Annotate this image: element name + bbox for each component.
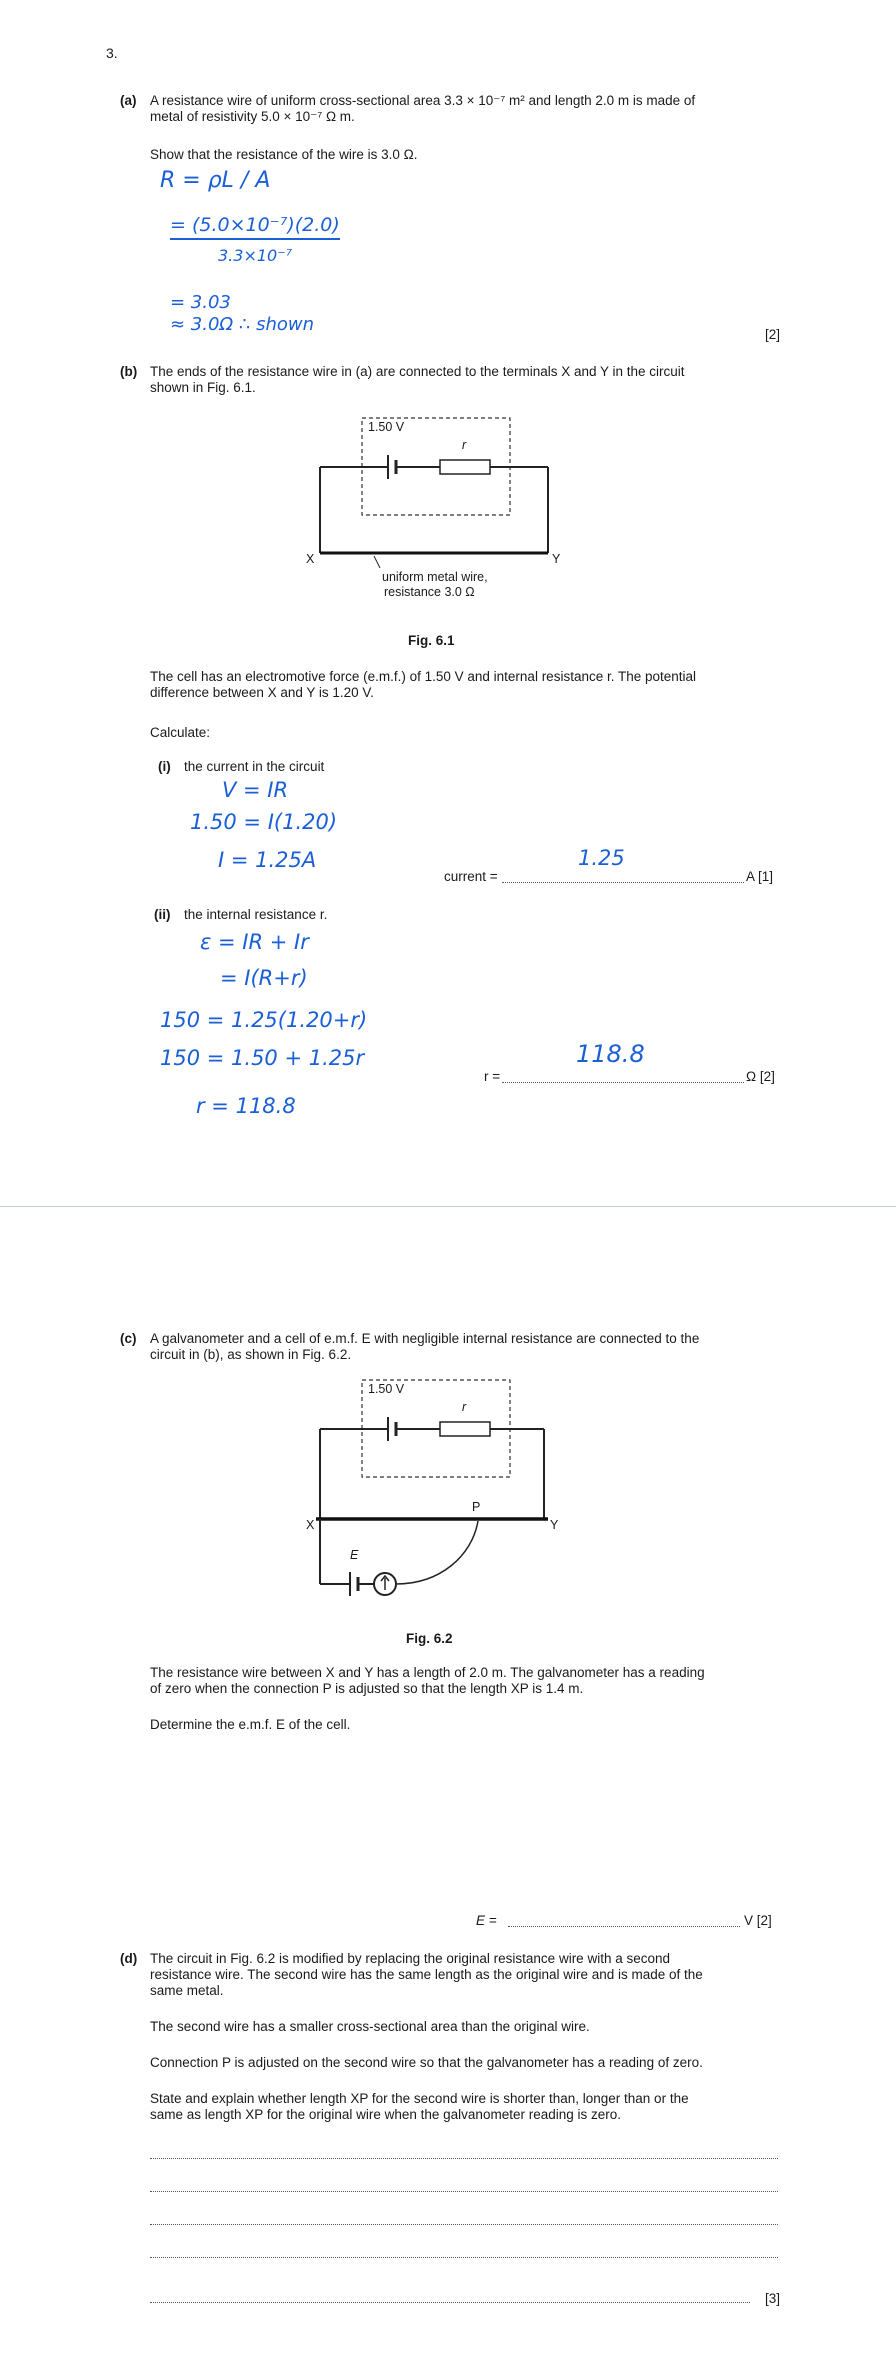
part-b-text-1: The ends of the resistance wire in (a) are connected to the terminals X and Y in the circuit [150,364,685,379]
part-b-i-unit-marks: A [1] [746,869,774,884]
part-d-para-4-2: same as length XP for the original wire when the galvanometer reading is zero. [150,2107,622,2122]
part-d-para-2: The second wire has a smaller cross-sectional area than the original wire. [150,2019,590,2034]
part-b-ii-answer: 118.8 [576,1040,645,1068]
part-d-marks: [3] [764,2291,780,2306]
part-d-para-3: Connection P is adjusted on the second wire so that the galvanometer has a reading of zero. [150,2055,703,2070]
part-b-ii-working-1: ε = IR + Ir [200,930,309,954]
part-c-answer-line[interactable] [508,1926,740,1927]
part-a-text-1: A resistance wire of uniform cross-sectional area 3.3 × 10⁻⁷ m² and length 2.0 m is made of [150,93,696,108]
fig-6-1-caption: Fig. 6.1 [408,633,455,648]
part-b-ii-unit-marks: Ω [2] [746,1069,775,1084]
fig-6-1-r-label: r [462,438,467,452]
fig-6-2-x-label: X [306,1518,315,1532]
part-b-i-working-2: 1.50 = I(1.20) [190,810,338,834]
part-b-ii-text: the internal resistance r. [184,907,328,922]
part-b-i-label: (i) [158,759,171,774]
part-b-i-text: the current in the circuit [184,759,325,774]
part-b-i-answer: 1.25 [578,846,625,870]
part-d-answer-line-1[interactable] [150,2158,778,2159]
part-d-answer-line-2[interactable] [150,2191,778,2192]
part-b-ii-working-4: 150 = 1.50 + 1.25r [160,1046,365,1070]
part-b-ii-working-5: r = 118.8 [196,1094,296,1118]
fig-6-1-y-label: Y [552,552,561,566]
part-a-working-4: = 3.03 [170,292,231,313]
part-c-desc-2: of zero when the connection P is adjusted so that the length XP is 1.4 m. [150,1681,584,1696]
part-a-working-5: ≈ 3.0Ω ∴ shown [170,314,315,335]
question-number: 3. [106,45,118,61]
part-d-para-4-1: State and explain whether length XP for the second wire is shorter than, longer than or the [150,2091,689,2106]
fig-6-2-e-label: E [350,1548,359,1562]
part-d-text-3: same metal. [150,1983,224,1998]
part-c-label: (c) [120,1331,137,1346]
fig-6-2-r-label: r [462,1400,467,1414]
part-c-text-2: circuit in (b), as shown in Fig. 6.2. [150,1347,352,1362]
part-d-answer-line-5[interactable] [150,2302,750,2303]
fig-6-1-x-label: X [306,552,315,566]
part-a-working-2: = (5.0×10⁻⁷)(2.0) [170,214,340,240]
part-b-ii-answer-label: r = [484,1069,501,1084]
part-b-i-answer-label: current = [444,869,498,884]
part-a-instruction: Show that the resistance of the wire is 3.0 Ω. [150,147,418,162]
fig-6-1-wire-label-1: uniform metal wire, [382,570,488,584]
part-a-marks: [2] [764,327,780,342]
part-b-i-working-3: I = 1.25A [218,848,317,872]
part-b-ii-working-3: 150 = 1.25(1.20+r) [160,1008,368,1032]
fig-6-1-cell-label: 1.50 V [368,420,405,434]
part-b-ii-label: (ii) [154,907,171,922]
fig-6-2-sliding-lead [396,1521,478,1584]
part-b-calculate: Calculate: [150,725,211,740]
part-b-text-2: shown in Fig. 6.1. [150,380,256,395]
fig-6-2-y-label: Y [550,1518,559,1532]
fig-6-1-wire-label-2: resistance 3.0 Ω [384,585,475,599]
part-c-desc-1: The resistance wire between X and Y has a length of 2.0 m. The galvanometer has a reading [150,1665,705,1680]
part-c-text-1: A galvanometer and a cell of e.m.f. E with negligible internal resistance are connected to the [150,1331,700,1346]
part-b-ii-working-2: = I(R+r) [220,966,308,990]
part-d-label: (d) [120,1951,138,1966]
part-d-answer-line-4[interactable] [150,2257,778,2258]
fig-6-2-p-label: P [472,1500,481,1514]
part-a-working-1: R = ρL / A [160,168,271,193]
part-d-answer-line-3[interactable] [150,2224,778,2225]
part-a-working-3: 3.3×10⁻⁷ [218,246,293,265]
part-c-instruction: Determine the e.m.f. E of the cell. [150,1717,351,1732]
part-b-label: (b) [120,364,138,379]
part-b-desc-1: The cell has an electromotive force (e.m.f.) of 1.50 V and internal resistance r. The potential [150,669,697,684]
fig-6-2-caption: Fig. 6.2 [406,1631,453,1646]
part-b-i-working-1: V = IR [222,778,289,802]
part-c-unit-marks: V [2] [744,1913,772,1928]
fig-6-2-cell-label: 1.50 V [368,1382,405,1396]
part-d-text-1: The circuit in Fig. 6.2 is modified by replacing the original resistance wire with a second [150,1951,670,1966]
part-b-desc-2: difference between X and Y is 1.20 V. [150,685,374,700]
part-a-label: (a) [120,93,137,108]
fig-6-2-internal-resistor [440,1422,490,1436]
part-d-text-2: resistance wire. The second wire has the same length as the original wire and is made of the [150,1967,703,1982]
part-c-answer-label: E = [476,1913,497,1928]
part-a-text-2: metal of resistivity 5.0 × 10⁻⁷ Ω m. [150,109,355,124]
